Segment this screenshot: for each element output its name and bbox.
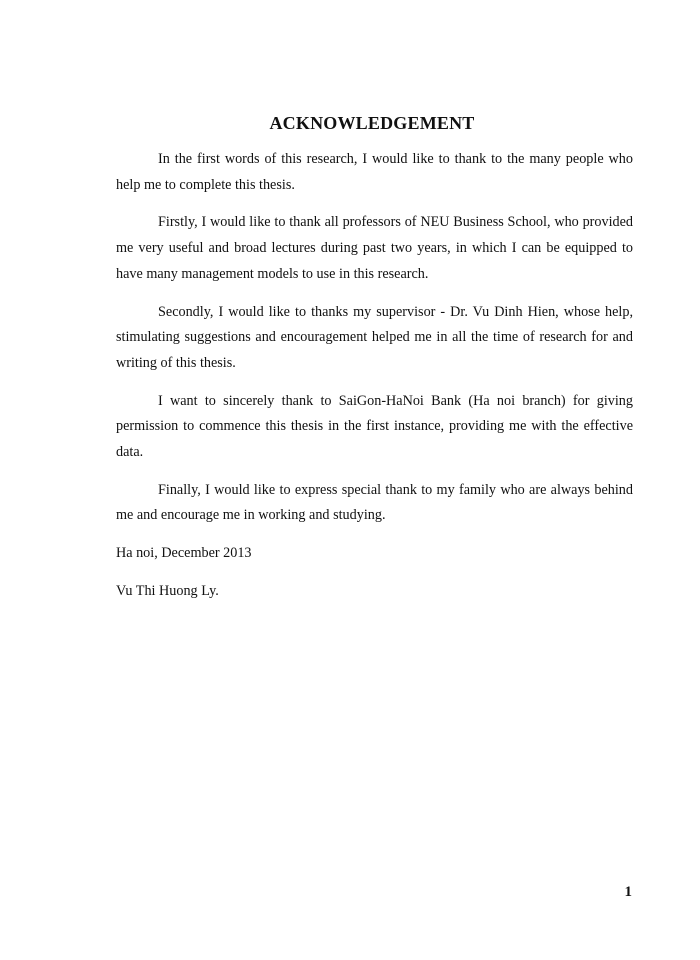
paragraph-family: Finally, I would like to express special thank to my family who are always behind me and encourage me in working and studying.	[116, 481, 633, 524]
paragraph-bank: I want to sincerely thank to SaiGon-HaNoi Bank (Ha noi branch) for giving permission to commence this thesis in the first instance, providing me with the effective data.	[116, 392, 633, 461]
paragraph-intro: In the first words of this research, I would like to thank to the many people who help me to complete this thesis.	[116, 151, 633, 193]
paragraph-supervisor: Secondly, I would like to thanks my supervisor - Dr. Vu Dinh Hien, whose help, stimulating suggestions and encouragement helped me in all the time of research for and writing of this thesis.	[116, 303, 633, 371]
paragraph-professors: Firstly, I would like to thank all professors of NEU Business School, who provided me very useful and broad lectures during past two years, in which I can be equipped to have many management models to use in this research.	[116, 214, 633, 282]
page-number: 1	[624, 884, 632, 900]
page-title: ACKNOWLEDGEMENT	[269, 113, 475, 133]
body-text	[116, 147, 633, 605]
place-date: Ha noi, December 2013	[116, 545, 252, 562]
signature-name: Vu Thi Huong Ly.	[116, 582, 219, 599]
